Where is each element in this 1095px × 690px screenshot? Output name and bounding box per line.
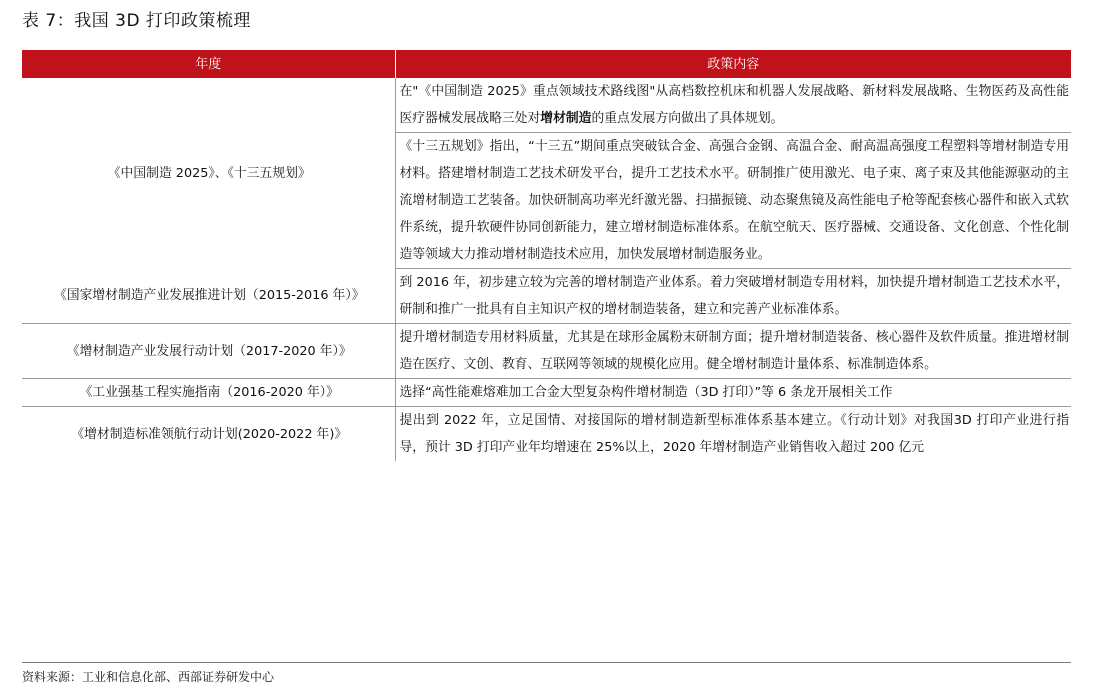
table-row [22,78,1071,133]
row-content: 提出到 2022 年，立足国情、对接国际的增材制造新型标准体系基本建立。《行动计划》对我国3D 打印产业进行指导，预计 3D 打印产业年均增速在 25%以上，2020 年增材制造产业销售收入超过 200 亿元 [399,413,1069,455]
table-header-row [22,50,1071,78]
row-content: 选择“高性能难熔难加工合金大型复杂构件增材制造（3D 打印）”等 6 条龙开展相关工作 [395,379,1071,407]
header-year: 年度 [22,50,395,78]
content-bold-text: 增材制造 [540,111,592,126]
source-note: 资料来源：工业和信息化部、西部证券研发中心 [22,670,275,684]
table-row [22,379,1071,407]
table-bottom-rule [22,662,1071,663]
row-year: 《增材制造标准领航行动计划(2020-2022 年)》 [22,407,395,462]
policy-table [22,50,1071,461]
row-year: 《中国制造 2025》、《十三五规划》 [22,78,395,269]
row-year: 《增材制造产业发展行动计划（2017-2020 年）》 [22,324,395,379]
row-content: 《十三五规划》指出，“十三五”期间重点突破钛合金、高强合金钢、高温合金、耐高温高强度工程塑料等增材制造专用材料。搭建增材制造工艺技术研发平台，提升工艺技术水平。研制推广使用激光、电子束、离子束及其他能源驱动的主流增材制造工艺装备。加快研制高功率光纤激光器、扫描振镜、动态聚焦镜及高性能电子枪等配套核心器件和嵌入式软件系统，提升软硬件协同创新能力，建立增材制造标准体系。在航空航天、医疗器械、交通设备、文化创意、个性化制造等领域大力推动增材制造技术应用，加快发展增材制造服务业。 [395,133,1071,269]
row-content [395,78,1071,133]
header-content: 政策内容 [395,50,1071,78]
table-row [22,324,1071,379]
table-title: 表 7：我国 3D 打印政策梳理 [22,11,251,31]
table-row [22,269,1071,324]
row-content: 到 2016 年，初步建立较为完善的增材制造产业体系。着力突破增材制造专用材料，加快提升增材制造工艺技术水平，研制和推广一批具有自主知识产权的增材制造装备，建立和完善产业标准体系。 [395,269,1071,324]
content-text: 在"《中国制造 2025》重点领域技术路线图"从高档数控机床和机器人发展战略、新材料发展战略、生物医药及高性能医疗器械发展战略三处对 [399,84,1069,126]
row-year: 《工业强基工程实施指南（2016-2020 年）》 [22,379,395,407]
table-row [22,407,1071,462]
row-content: 提升增材制造专用材料质量，尤其是在球形金属粉末研制方面；提升增材制造装备、核心器件及软件质量。推进增材制造在医疗、文创、教育、互联网等领域的规模化应用。健全增材制造计量体系、标准制造体系。 [395,324,1071,379]
content-text: 的重点发展方向做出了具体规划。 [591,111,784,126]
row-year: 《国家增材制造产业发展推进计划（2015-2016 年）》 [22,269,395,324]
